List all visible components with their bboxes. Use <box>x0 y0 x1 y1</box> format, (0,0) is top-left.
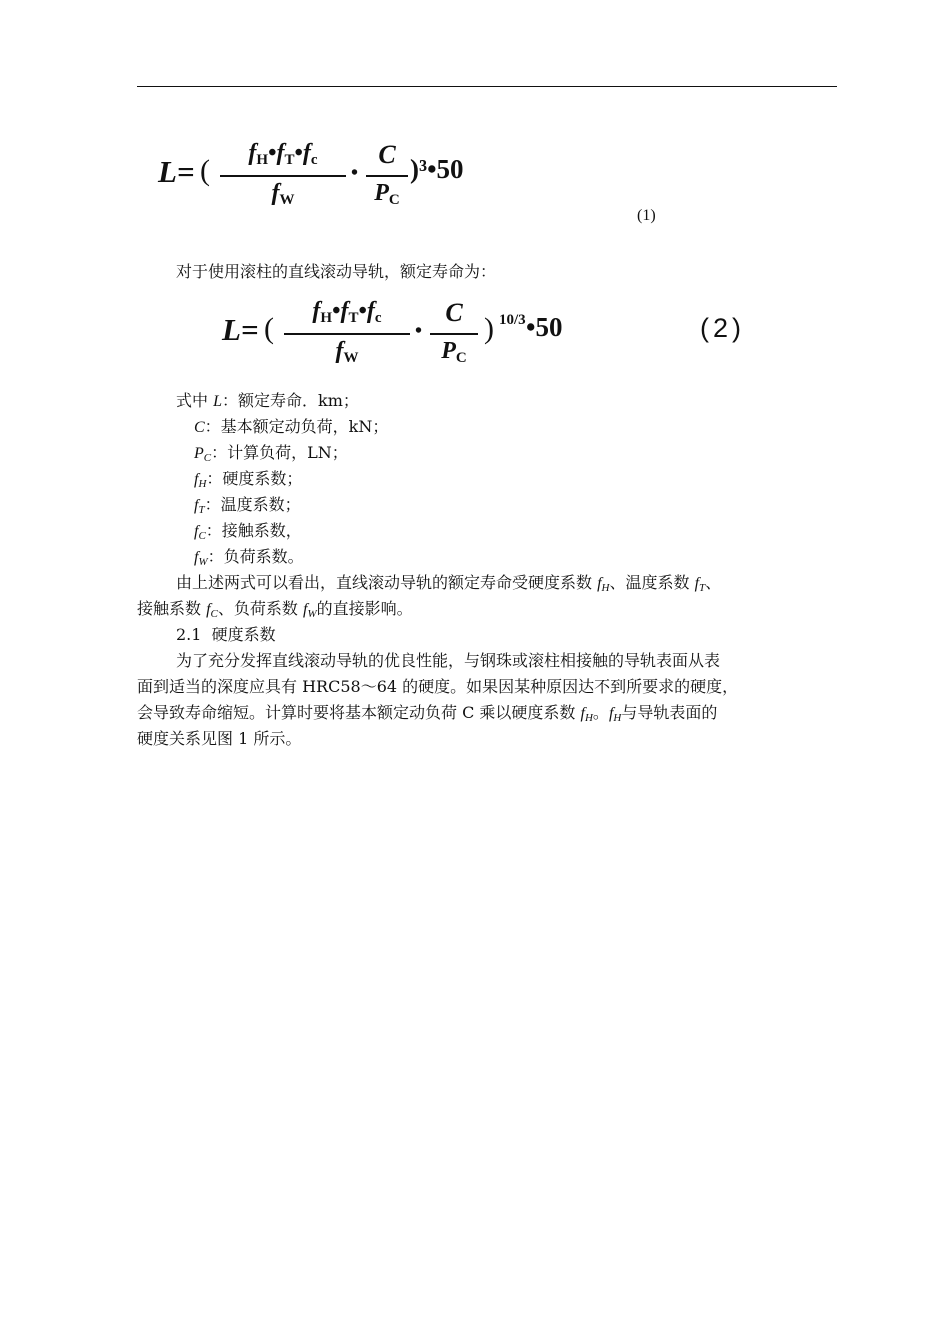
hardness-line-1: 为了充分发挥直线滚动导轨的优良性能，与钢珠或滚柱相接触的导轨表面从表 <box>176 651 721 670</box>
eq1-lhs: L= <box>158 154 195 189</box>
eq1-open-paren: ( <box>200 154 210 187</box>
eq2-lhs: L= <box>222 312 259 347</box>
intro-paragraph: 对于使用滚柱的直线滚动导轨，额定寿命为： <box>176 262 497 281</box>
hardness-line-3: 会导致寿命缩短。计算时要将基本额定动负荷 C 乘以硬度系数 fH。fH与导轨表面的 <box>137 703 718 724</box>
eq1-fraction-1: $f_H•f_T•f_c$ $f_W$ <box>220 140 346 215</box>
eq2-open-paren: ( <box>264 312 274 345</box>
definition-l: 式中 L：额定寿命．km； <box>176 391 359 410</box>
eq2-close-paren: ) <box>484 312 494 345</box>
summary-line-2: 接触系数 fC、负荷系数 fW的直接影响。 <box>137 599 413 620</box>
eq2-exponent: 10/3 <box>499 312 526 328</box>
definition-c: C：基本额定动负荷，kN； <box>194 417 389 436</box>
eq2-fraction-1: $f_H•f_T•f_c$ $f_W$ <box>284 298 410 373</box>
header-rule <box>137 86 837 87</box>
eq1-dot: • <box>351 162 359 184</box>
equation-1-number: (1) <box>637 207 656 224</box>
equation-2-number: (2) <box>700 313 745 343</box>
definition-fh: fH：硬度系数； <box>194 469 303 490</box>
definition-ft: fT：温度系数； <box>194 495 301 516</box>
hardness-line-2: 面到适当的深度应具有 HRC58～64 的硬度。如果因某种原因达不到所要求的硬度， <box>137 677 739 696</box>
equation-1 <box>158 140 498 220</box>
eq1-tail: )³•50 <box>410 154 464 184</box>
eq2-tail: •50 <box>526 312 563 342</box>
eq1-fraction-2: C $P_C$ <box>366 140 408 215</box>
hardness-line-4: 硬度关系见图 1 所示。 <box>137 729 302 748</box>
equation-2 <box>222 298 592 378</box>
eq2-dot: • <box>415 320 423 342</box>
eq2-fraction-2: C $P_C$ <box>430 298 478 373</box>
definition-fc: fC：接触系数， <box>194 521 302 542</box>
section-heading: 2.1 硬度系数 <box>176 625 276 644</box>
definition-pc: PC：计算负荷，LN； <box>194 443 348 464</box>
summary-line-1: 由上述两式可以看出，直线滚动导轨的额定寿命受硬度系数 fH、温度系数 fT、 <box>176 573 722 594</box>
definition-fw: fW：负荷系数。 <box>194 547 304 568</box>
